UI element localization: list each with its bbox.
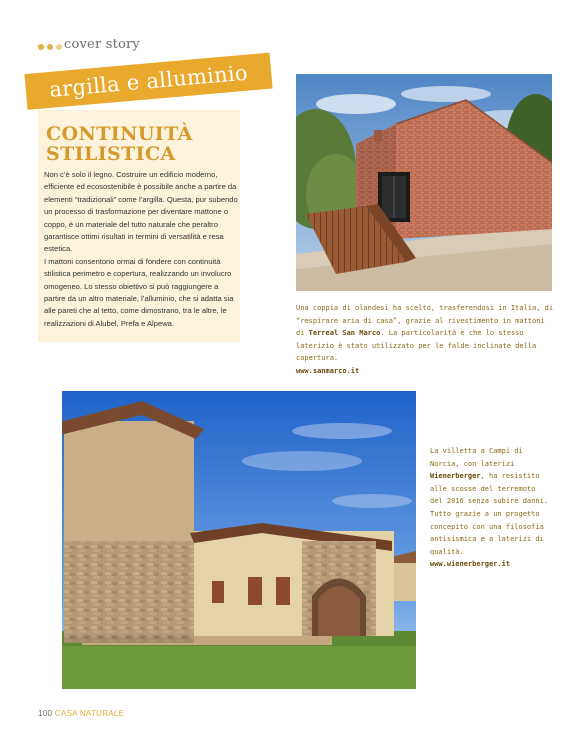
caption2-text-after: , ha resistito alle scosse del terremoto del 2016 senza subire danni. Tutto grazie a un progetto concepito con una filosofia antisismica e a laterizi di qualità. [430, 472, 549, 556]
magazine-name: CASA NATURALE [54, 709, 125, 718]
caption1-brand: Terreal San Marco [308, 329, 381, 338]
photo-stone-villa [62, 391, 416, 689]
caption2-url-link[interactable]: www.wienerberger.it [430, 560, 511, 569]
headline-line-2: STILISTICA [46, 143, 176, 165]
headline-line-1: CONTINUITÀ [46, 123, 193, 145]
banner-text: argilla e alluminio [48, 60, 249, 102]
stone-villa-illustration [62, 391, 416, 689]
dot-icon [56, 44, 62, 50]
caption1-url-link[interactable]: www.sanmarco.it [296, 366, 360, 375]
caption2-brand: Wienerberger [430, 472, 481, 481]
caption1-text-before: Una coppia di olandesi ha scelto, trasferendosi in Italia, di “respirare aria di casa”, grazie al rivestimento in mattoni di [296, 304, 554, 338]
section-label: cover story [64, 37, 140, 52]
dot-icon [38, 44, 44, 50]
brick-house-illustration [296, 74, 552, 291]
caption1-text-after: . La particolarità è che lo stesso laterizio è stato utilizzato per le falde inclinate della copertura. [296, 329, 537, 363]
article-paragraph-1: Non c’è solo il legno. Costruire un edificio moderno, efficiente ed ecosostenibile è possibile anche a partire da elementi “tradizionali” come l’argilla. Questa, pur subendo un processo di trasformazione per diventare mattone o coppo, è un materiale del tutto naturale che peraltro garantisce ottimi risultati in termini di versatilità e resa estetica. [44, 170, 238, 254]
caption-brick-house [296, 302, 554, 378]
article-paragraph-2: I mattoni consentono ormai di fondere con continuità stilistica perimetro e copertura, realizzando un involucro omogeneo. Lo stesso obiettivo si può raggiungere a partire da un altro materiale, l’alluminio, che si adatta sia alle pareti che al tetto, come dimostrano, tra le altre, le realizzazioni di Alubel, Prefa e Alpewa. [44, 256, 234, 328]
caption-stone-villa [430, 445, 550, 571]
section-dots [38, 44, 62, 50]
article-headline [46, 124, 236, 164]
topic-banner [24, 53, 272, 110]
page-footer [38, 709, 124, 718]
dot-icon [47, 44, 53, 50]
article-body [44, 169, 240, 330]
page-number: 100 [38, 709, 53, 718]
caption2-text-before: La villetta a Campi di Norcia, con laterizi [430, 447, 523, 468]
photo-brick-house [296, 74, 552, 291]
